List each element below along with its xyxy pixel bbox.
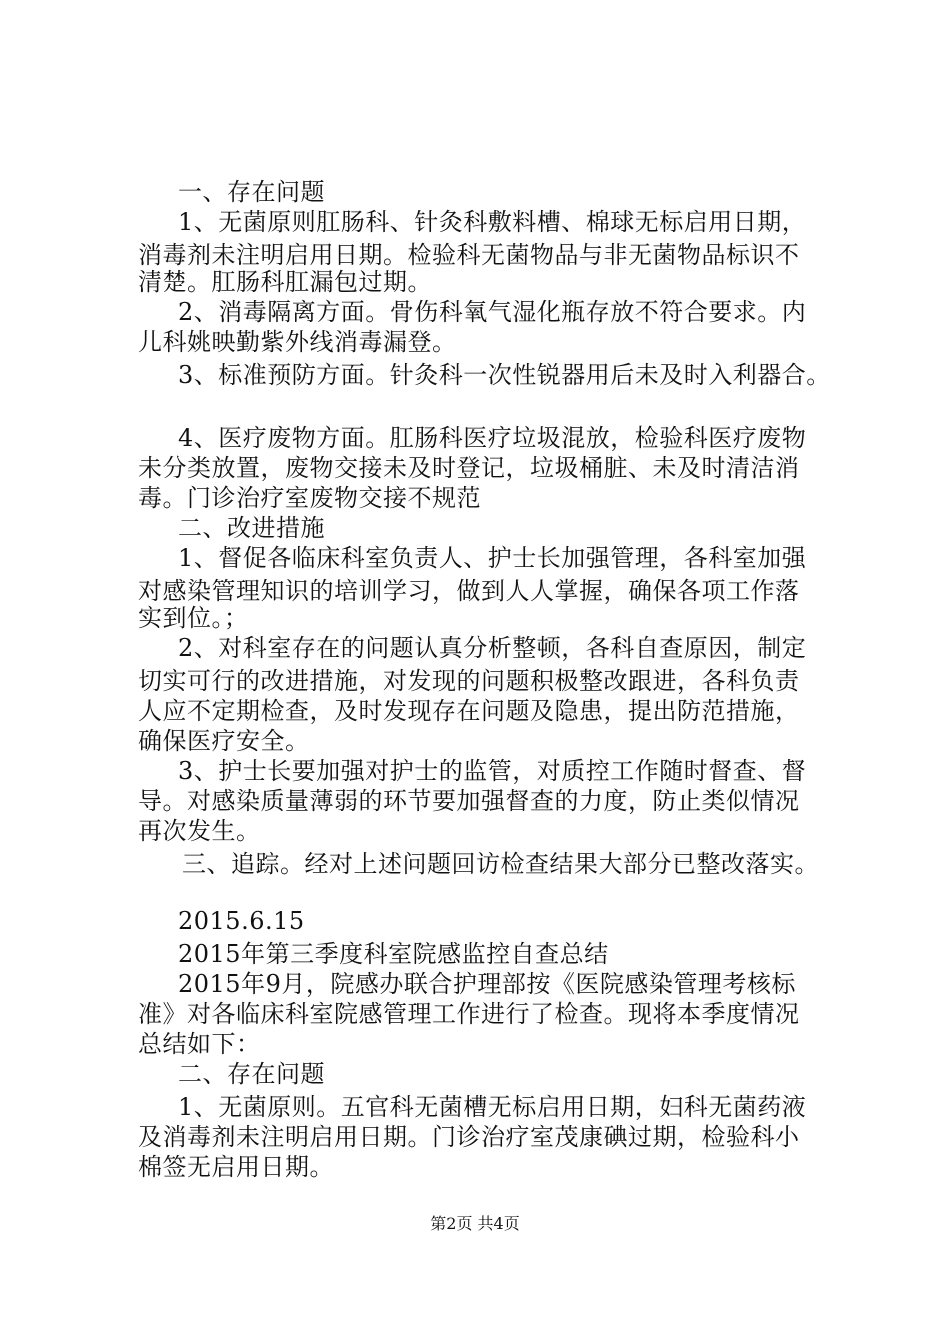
heading-measures: 二、改进措施 [178, 514, 325, 542]
paragraph-line: 1、无菌原则肛肠科、针灸科敷料槽、棉球无标启用日期， [178, 208, 807, 236]
paragraph-line: 未分类放置，废物交接未及时登记，垃圾桶脏、未及时清洁消 [138, 454, 800, 482]
paragraph-line: 人应不定期检查，及时发现存在问题及隐患，提出防范措施， [138, 697, 800, 725]
paragraph-line: 4、医疗废物方面。肛肠科医疗垃圾混放，检验科医疗废物 [178, 424, 807, 452]
paragraph-line: 对感染管理知识的培训学习，做到人人掌握，确保各项工作落 [138, 577, 800, 605]
heading-problems: 一、存在问题 [178, 178, 325, 206]
paragraph-line: 3、标准预防方面。针灸科一次性锐器用后未及时入利器合。 [178, 361, 831, 389]
paragraph-line: 儿科姚映勤紫外线消毒漏登。 [138, 328, 457, 356]
paragraph-line: 2015年9月，院感办联合护理部按《医院感染管理考核标 [178, 970, 796, 998]
paragraph-line: 清楚。肛肠科肛漏包过期。 [138, 268, 432, 296]
paragraph-line: 总结如下： [138, 1030, 261, 1058]
paragraph-line: 导。对感染质量薄弱的环节要加强督查的力度，防止类似情况 [138, 787, 800, 815]
paragraph-line: 毒。门诊治疗室废物交接不规范 [138, 484, 481, 512]
paragraph-line: 1、无菌原则。五官科无菌槽无标启用日期，妇科无菌药液 [178, 1093, 807, 1121]
paragraph-line: 确保医疗安全。 [138, 727, 310, 755]
paragraph-line: 消毒剂未注明启用日期。检验科无菌物品与非无菌物品标识不 [138, 241, 800, 269]
paragraph-line: 1、督促各临床科室负责人、护士长加强管理，各科室加强 [178, 544, 807, 572]
heading-problems-2: 二、存在问题 [178, 1060, 325, 1088]
paragraph-line: 2、对科室存在的问题认真分析整顿，各科自查原因，制定 [178, 634, 807, 662]
paragraph-line: 2、消毒隔离方面。骨伤科氧气湿化瓶存放不符合要求。内 [178, 298, 807, 326]
paragraph-line: 及消毒剂未注明启用日期。门诊治疗室茂康碘过期，检验科小 [138, 1123, 800, 1151]
date-line: 2015.6.15 [178, 907, 305, 935]
paragraph-line: 实到位。； [138, 604, 249, 632]
paragraph-line: 准》对各临床科室院感管理工作进行了检查。现将本季度情况 [138, 1000, 800, 1028]
heading-tracking: 三、追踪。经对上述问题回访检查结果大部分已整改落实。 [182, 850, 819, 878]
section-title: 2015年第三季度科室院感监控自查总结 [178, 940, 609, 968]
paragraph-line: 切实可行的改进措施，对发现的问题积极整改跟进，各科负责 [138, 667, 800, 695]
page-number-footer: 第2页 共4页 [430, 1214, 520, 1233]
paragraph-line: 3、护士长要加强对护士的监管，对质控工作随时督查、督 [178, 757, 807, 785]
paragraph-line: 再次发生。 [138, 817, 261, 845]
paragraph-line: 棉签无启用日期。 [138, 1153, 334, 1181]
